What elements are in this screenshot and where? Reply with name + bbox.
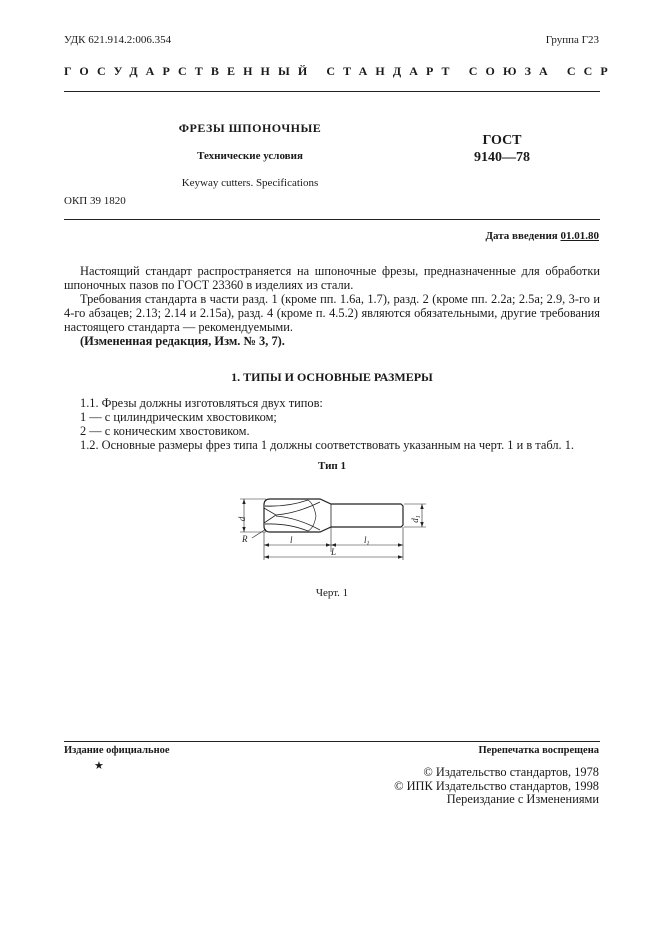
end-cut: [264, 508, 276, 523]
figure-type-label: Тип 1: [318, 460, 346, 472]
dim-bigl-label: L: [331, 547, 337, 557]
dim-d1-label: $d_1$: [410, 515, 422, 523]
dim-l1-label: $l_1$: [364, 535, 370, 547]
clause-type-1: 1 — с цилиндрическим хвостовиком;: [80, 410, 277, 424]
star-icon: ★: [94, 760, 104, 772]
keyway-cutter-drawing: [236, 486, 436, 568]
official-edition: Издание официальное: [64, 745, 170, 756]
gost-label: ГОСТ: [482, 133, 522, 148]
document-subtitle: Технические условия: [197, 150, 303, 162]
introduction-date: [485, 230, 599, 242]
copyright-line-1: © Издательство стандартов, 1978: [423, 765, 599, 779]
intro-paragraph-scope: Настоящий стандарт распространяется на шпоночные фрезы, предназначенные для обработки шпоночных пазов по ГОСТ 23360 в изделиях из стали.: [64, 264, 600, 292]
cutter-outline: [264, 499, 403, 532]
clause-1-2: 1.2. Основные размеры фрез типа 1 должны соответствовать указанным на черт. 1 и в табл. 1.: [80, 438, 575, 452]
section-heading: 1. ТИПЫ И ОСНОВНЫЕ РАЗМЕРЫ: [231, 370, 433, 384]
document-title: ФРЕЗЫ ШПОНОЧНЫЕ: [178, 121, 322, 135]
clause-1-1: 1.1. Фрезы должны изготовляться двух типов:: [80, 396, 323, 410]
flute-1: [265, 500, 308, 506]
section-items: [80, 396, 600, 452]
gost-number: 9140—78: [474, 150, 530, 165]
gost-designation: [460, 132, 544, 166]
dim-l-label: l: [290, 535, 293, 545]
dim-d-label: d: [237, 516, 247, 522]
introduction-text: [64, 264, 600, 348]
bottom-divider: [64, 741, 600, 742]
introduction-date-label: Дата введения: [485, 230, 558, 242]
udk-code: УДК 621.914.2:006.354: [64, 34, 172, 46]
figure-caption: Черт. 1: [315, 587, 349, 599]
dim-r-label: R: [242, 534, 248, 544]
top-divider: [64, 91, 600, 92]
state-standard-banner: ГОСУДАРСТВЕННЫЙ СТАНДАРТ СОЮЗА ССР: [64, 64, 616, 78]
title-block: [130, 121, 370, 189]
copyright-line-3: Переиздание с Изменениями: [446, 792, 599, 806]
english-title: Keyway cutters. Specifications: [181, 177, 319, 189]
introduction-date-value: 01.01.80: [560, 230, 599, 242]
reprint-prohibited: Перепечатка воспрещена: [478, 745, 599, 756]
copyright-line-2: © ИПК Издательство стандартов, 1998: [394, 778, 599, 793]
okp-code: ОКП 39 1820: [64, 195, 126, 207]
group-code: Группа Г23: [545, 34, 599, 46]
intro-paragraph-amendment: (Измененная редакция, Изм. № 3, 7).: [80, 334, 285, 348]
flute-3: [276, 502, 320, 515]
copyright-block: [394, 766, 599, 807]
intro-paragraph-requirements: Требования стандарта в части разд. 1 (кроме пп. 1.6а, 1.7), разд. 2 (кроме пп. 2.2а; 2.5а; 2.9, 3-го и 4-го абзацев; 2.13; 2.14 и 2.15а), разд. 4 (кроме п. 4.5.2) являются обязательными, другие требования настоящего стандарта — рекомендуемыми.: [64, 292, 600, 334]
clause-type-2: 2 — с коническим хвостовиком.: [80, 424, 250, 438]
middle-divider: [64, 219, 600, 220]
flute-2: [265, 524, 308, 531]
